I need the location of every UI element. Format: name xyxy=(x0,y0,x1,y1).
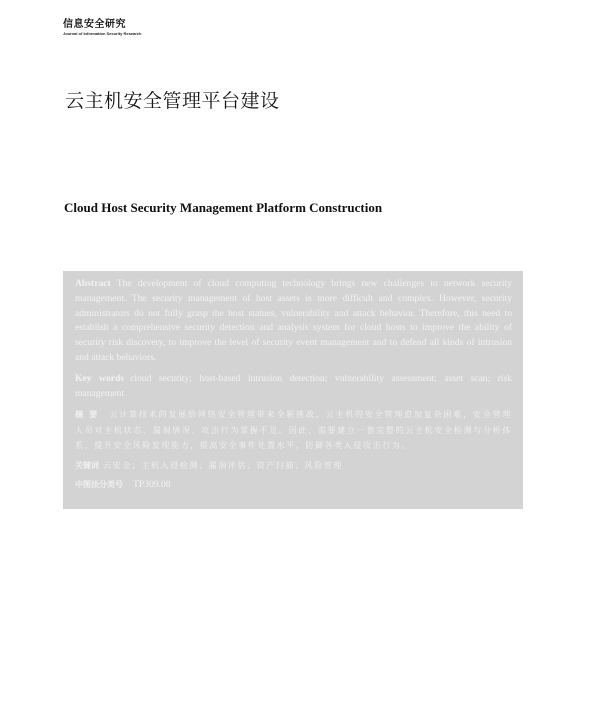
journal-header xyxy=(63,19,203,36)
journal-name-cn: 信息安全研究 xyxy=(63,19,126,30)
abstract-cn xyxy=(75,407,512,454)
keywords-en xyxy=(75,372,512,402)
clc-number xyxy=(75,477,512,493)
abstract-cn-label: 摘要 xyxy=(75,410,104,420)
article-title-en: Cloud Host Security Management Platform Construction xyxy=(64,200,383,215)
article-title-cn: 云主机安全管理平台建设 xyxy=(65,90,280,112)
keywords-cn xyxy=(75,458,512,474)
abstract-cn-text: 云计算技术的发展给网络安全管理带来全新挑战，云主机的安全管理愈加复杂困难，安全管理人员对主机状态、漏洞情况、攻击行为掌握不足。因此，需要建立一套完整的云主机安全检测与分析体系，提升安全风险发现能力，提高安全事件处置水平，防御各类入侵攻击行为。 xyxy=(75,410,512,451)
abstract-en-label: Abstract xyxy=(75,278,111,289)
abstract-box xyxy=(63,271,523,509)
clc-label: 中图法分类号 xyxy=(75,480,123,490)
keywords-cn-text: 云安全；主机入侵检测；漏洞评估；资产扫描；风险管理 xyxy=(103,460,343,470)
clc-value: TP309.08 xyxy=(133,479,171,491)
keywords-en-text: cloud security; host-based intrusion detection; vulnerability assessment; asset scan; risk management xyxy=(75,372,512,399)
abstract-en xyxy=(75,277,512,366)
journal-name-en: Journal of Information Security Research xyxy=(63,31,142,36)
keywords-en-label: Key words xyxy=(75,372,125,384)
keywords-cn-label: 关键词 xyxy=(75,460,99,470)
abstract-en-text: The development of cloud computing technology brings new challenges to network security management. The security management of host assets is more difficult and complex. However, security administrators do not fully grasp the host statues, vulnerability and attack behavior. Therefore, this need to establish a comprehensive security detection and analysis system for cloud hosts to improve the ability of security risk discovery, to improve the level of security event management and to defend all kinds of intrusion and attack behaviors. xyxy=(75,278,512,363)
